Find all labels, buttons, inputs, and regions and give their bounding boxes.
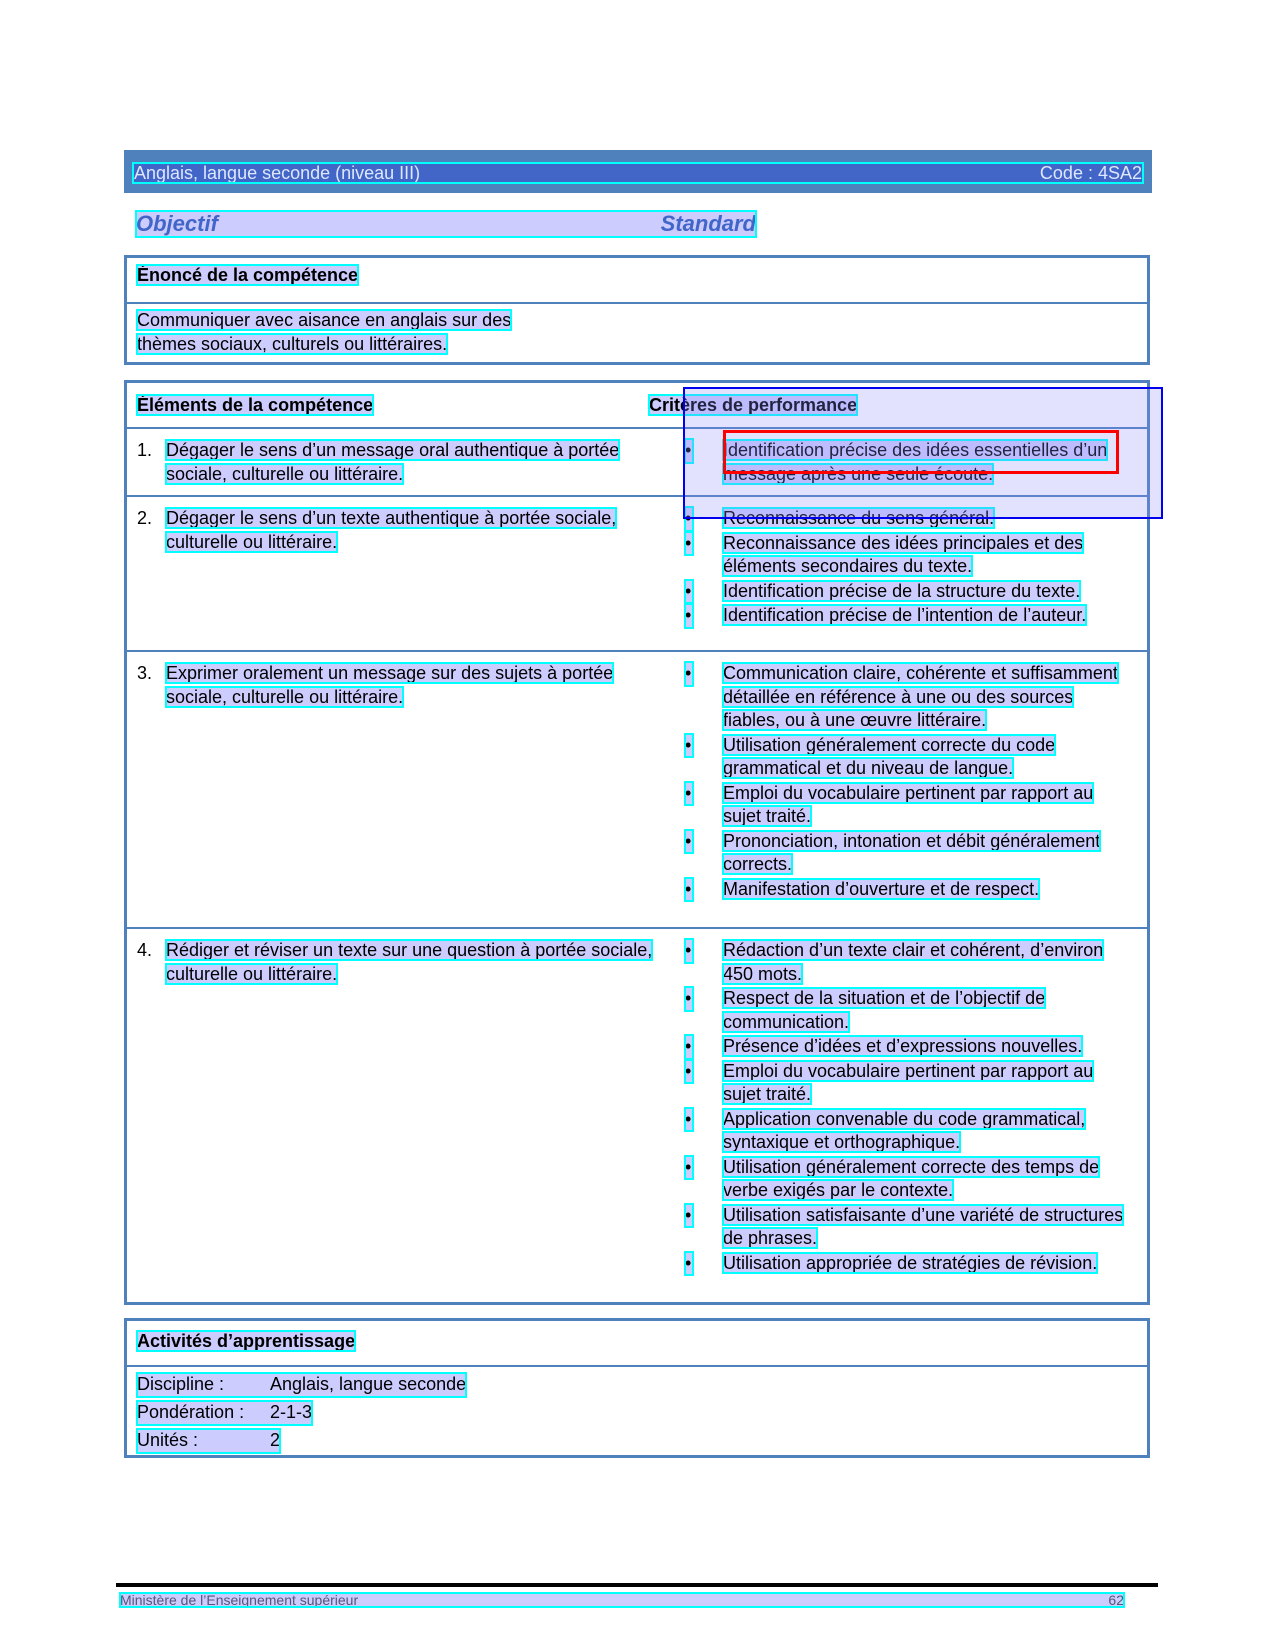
criteria-item (685, 878, 1135, 902)
standard-label: Standard (660, 211, 756, 236)
element-number: 3. (137, 663, 153, 683)
enonce-title: Énoncé de la compétence (137, 265, 359, 285)
criteria-text: Emploi du vocabulaire pertinent par rapport au sujet traité. (723, 782, 1094, 826)
course-header (124, 150, 1152, 193)
objectif-label: Objectif (136, 211, 218, 236)
criteria-list (685, 662, 1135, 919)
course-title: Anglais, langue seconde (niveau III) (134, 163, 421, 183)
criteria-text: Présence d’idées et d’expressions nouvelles. (723, 1036, 1083, 1056)
element-text: Exprimer oralement un message sur des sujets à portée sociale, culturelle ou littéraire. (166, 663, 614, 707)
bullet-icon: • (685, 734, 693, 758)
criteria-text: Identification précise de l’intention de l’auteur. (723, 605, 1087, 625)
criteria-item (685, 1035, 1135, 1059)
bullet-icon: • (685, 1156, 693, 1180)
criteria-text: Reconnaissance des idées principales et des éléments secondaires du texte. (723, 532, 1084, 576)
discipline-value: Anglais, langue seconde (270, 1374, 467, 1394)
criteria-item (685, 830, 1135, 877)
enonce-box (124, 255, 1150, 365)
subheader (136, 211, 756, 237)
bullet-icon: • (685, 987, 693, 1011)
unites-label: Unités : (137, 1430, 199, 1450)
criteria-text: Identification précise de la structure du texte. (723, 580, 1081, 601)
table-header (127, 383, 1147, 427)
bullet-icon: • (685, 1035, 693, 1059)
criteria-text: Utilisation généralement correcte du code grammatical et du niveau de langue. (723, 734, 1056, 778)
enonce-text: Communiquer avec aisance en anglais sur des thèmes sociaux, culturels ou littéraires. (137, 310, 512, 354)
elements-table (124, 380, 1150, 1305)
bullet-icon: • (685, 604, 693, 628)
criteria-list (685, 939, 1135, 1294)
footer-rule (116, 1583, 1158, 1587)
criteria-item (685, 987, 1135, 1034)
activites-box (124, 1318, 1150, 1458)
footer (120, 1593, 1124, 1607)
element-number: 2. (137, 508, 153, 528)
competence-element (137, 439, 657, 487)
element-text: Rédiger et réviser un texte sur une question à portée sociale, culturelle ou littéraire. (166, 940, 653, 984)
criteria-item (685, 507, 1135, 531)
table-row (127, 427, 1147, 495)
criteria-text: Reconnaissance du sens général. (723, 508, 995, 528)
criteria-text: Rédaction d’un texte clair et cohérent, d’environ 450 mots. (723, 940, 1104, 984)
bullet-icon: • (685, 1060, 693, 1084)
bullet-icon: • (685, 580, 693, 604)
page-number: 62 (1108, 1592, 1124, 1608)
bullet-icon: • (685, 939, 693, 963)
criteria-item (685, 662, 1135, 733)
criteria-item (685, 439, 1135, 486)
element-text: Dégager le sens d’un message oral authentique à portée sociale, culturelle ou littéraire. (166, 440, 620, 484)
col-criteres: Critères de performance (649, 394, 858, 415)
criteria-text: Prononciation, intonation et débit généralement corrects. (723, 830, 1101, 874)
course-code: Code : 4SA2 (1039, 163, 1142, 183)
criteria-item (685, 782, 1135, 829)
element-number: 4. (137, 940, 153, 960)
table-row (127, 650, 1147, 927)
competence-element (137, 662, 657, 919)
competence-element (137, 507, 657, 642)
bullet-icon: • (685, 1204, 693, 1228)
criteria-text: Manifestation d’ouverture et de respect. (723, 878, 1040, 899)
bullet-icon: • (685, 1108, 693, 1132)
footer-ministry: Ministère de l’Enseignement supérieur (120, 1592, 359, 1608)
criteria-text: Respect de la situation et de l’objectif de communication. (723, 988, 1046, 1032)
criteria-text: Utilisation appropriée de stratégies de révision. (723, 1252, 1098, 1273)
bullet-icon: • (685, 782, 693, 806)
criteria-text: Utilisation généralement correcte des temps de verbe exigés par le contexte. (723, 1156, 1100, 1200)
criteria-item (685, 532, 1135, 579)
criteria-item (685, 734, 1135, 781)
criteria-item (685, 939, 1135, 986)
criteria-item (685, 1156, 1135, 1203)
bullet-icon: • (685, 662, 693, 686)
criteria-text: Identification précise des idées essentielles d’un message après une seule écoute. (723, 440, 1108, 484)
bullet-icon: • (685, 1252, 693, 1276)
activites-title: Activités d’apprentissage (137, 1331, 356, 1351)
element-number: 1. (137, 440, 153, 460)
bullet-icon: • (685, 507, 693, 531)
table-row (127, 927, 1147, 1302)
element-text: Dégager le sens d’un texte authentique à portée sociale, culturelle ou littéraire. (166, 508, 617, 552)
criteria-item (685, 1108, 1135, 1155)
col-elements: Éléments de la compétence (137, 394, 374, 415)
criteria-text: Communication claire, cohérente et suffisamment détaillée en référence à une ou des sources fiables, ou à une œuvre littéraire. (723, 663, 1118, 730)
criteria-item (685, 580, 1135, 604)
criteria-text: Emploi du vocabulaire pertinent par rapport au sujet traité. (723, 1060, 1094, 1104)
ponderation-label: Pondération : (137, 1402, 245, 1422)
bullet-icon: • (685, 439, 693, 463)
criteria-item (685, 1060, 1135, 1107)
discipline-label: Discipline : (137, 1374, 225, 1394)
table-row (127, 495, 1147, 650)
criteria-text: Application convenable du code grammatical, syntaxique et orthographique. (723, 1108, 1086, 1152)
ponderation-value: 2-1-3 (270, 1402, 313, 1422)
criteria-item (685, 604, 1135, 628)
criteria-text: Utilisation satisfaisante d’une variété de structures de phrases. (723, 1204, 1124, 1248)
criteria-list (685, 439, 1135, 487)
criteria-item (685, 1204, 1135, 1251)
unites-value: 2 (270, 1430, 281, 1450)
bullet-icon: • (685, 532, 693, 556)
bullet-icon: • (685, 878, 693, 902)
criteria-item (685, 1252, 1135, 1276)
competence-element (137, 939, 657, 1294)
content-flow (124, 380, 1150, 1458)
criteria-list (685, 507, 1135, 642)
bullet-icon: • (685, 830, 693, 854)
